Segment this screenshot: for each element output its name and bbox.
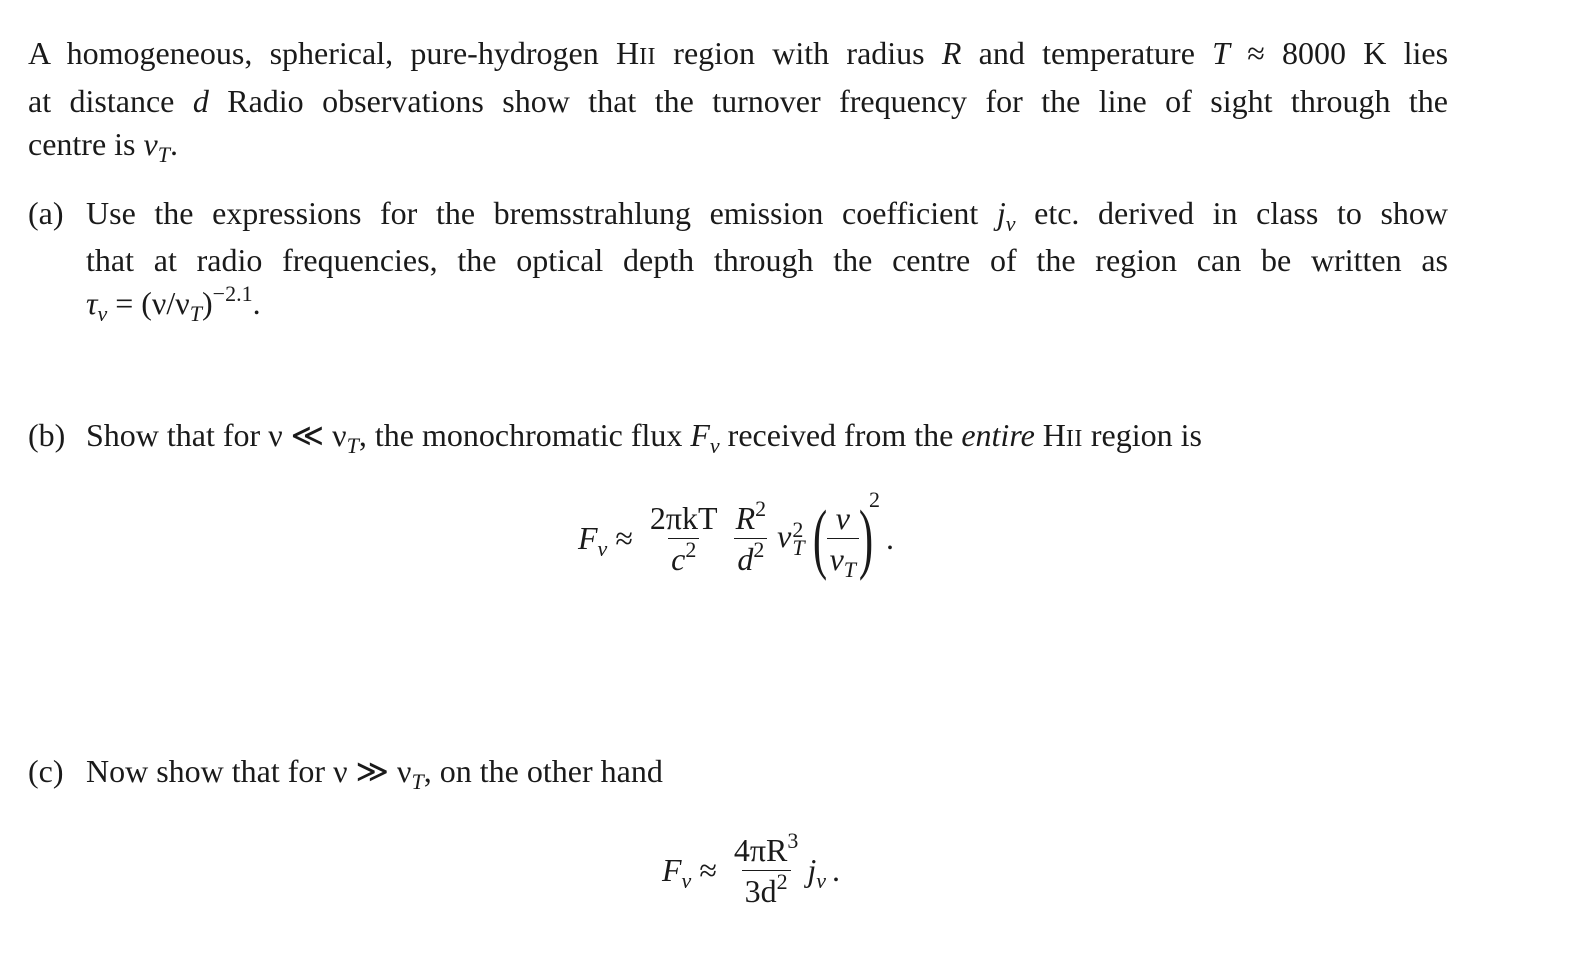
- eq-b-nu-t-squared: ν 2 T: [777, 516, 805, 561]
- intro-paragraph: [28, 32, 1448, 170]
- part-a-line-1: Use the expressions for the bremsstrahlung emission coefficient $j_\nu$ etc. derived in class to show: [86, 195, 1449, 236]
- eq-c-rhs: $j_\nu$: [807, 851, 827, 893]
- part-b-equation: [578, 488, 894, 588]
- part-b-text: Show that for ν ≪ $\nu_T$, the monochromatic flux $F_\nu$ received from the entire HII region is: [86, 417, 1202, 458]
- eq-b-fraction-1: $\frac{\text{2πkT}}{c^2}$: [649, 499, 718, 577]
- part-c: [28, 750, 1448, 797]
- intro-line-2: at distance d Radio observations show that the turnover frequency for the line of sight through the: [28, 82, 1449, 119]
- eq-c-approx: ≈: [699, 851, 717, 888]
- eq-b-paren-open: (: [812, 494, 827, 581]
- eq-b-period: .: [886, 519, 894, 556]
- part-b-label: (b): [28, 417, 66, 453]
- eq-b-ratio-fraction: $\frac{\nu}{\nu_T}$: [827, 502, 859, 575]
- part-a-label: (a): [28, 195, 64, 231]
- eq-b-lhs: $F_\nu$: [578, 519, 608, 561]
- part-a: [28, 192, 1448, 329]
- eq-b-exponent: 2: [869, 487, 880, 512]
- intro-line-1: A homogeneous, spherical, pure-hydrogen HII region with radius R and temperature T ≈ 8000 K lies: [28, 35, 1449, 71]
- eq-c-period: .: [832, 851, 841, 888]
- part-a-line-2: that at radio frequencies, the optical depth through the centre of the region can be written as: [86, 241, 1448, 278]
- part-c-equation: [662, 820, 840, 920]
- intro-line-3: centre is $\nu_T$.: [28, 126, 178, 167]
- eq-b-fraction-2: $\frac{R^2}{d^2}$: [735, 495, 767, 577]
- eq-b-approx: ≈: [615, 519, 633, 556]
- eq-b-paren-close: ): [858, 494, 874, 581]
- part-c-label: (c): [28, 753, 64, 789]
- part-a-line-3: $\tau_\nu = (\nu/\nu_T)^{-2.1}$.: [86, 281, 261, 326]
- eq-c-fraction: $\frac{4\pi R^3}{3d^2}$: [733, 827, 799, 909]
- eq-c-lhs: $F_\nu$: [662, 851, 692, 893]
- part-c-text: Now show that for ν ≫ $\nu_T$, on the other hand: [86, 753, 663, 794]
- part-b: [28, 414, 1448, 462]
